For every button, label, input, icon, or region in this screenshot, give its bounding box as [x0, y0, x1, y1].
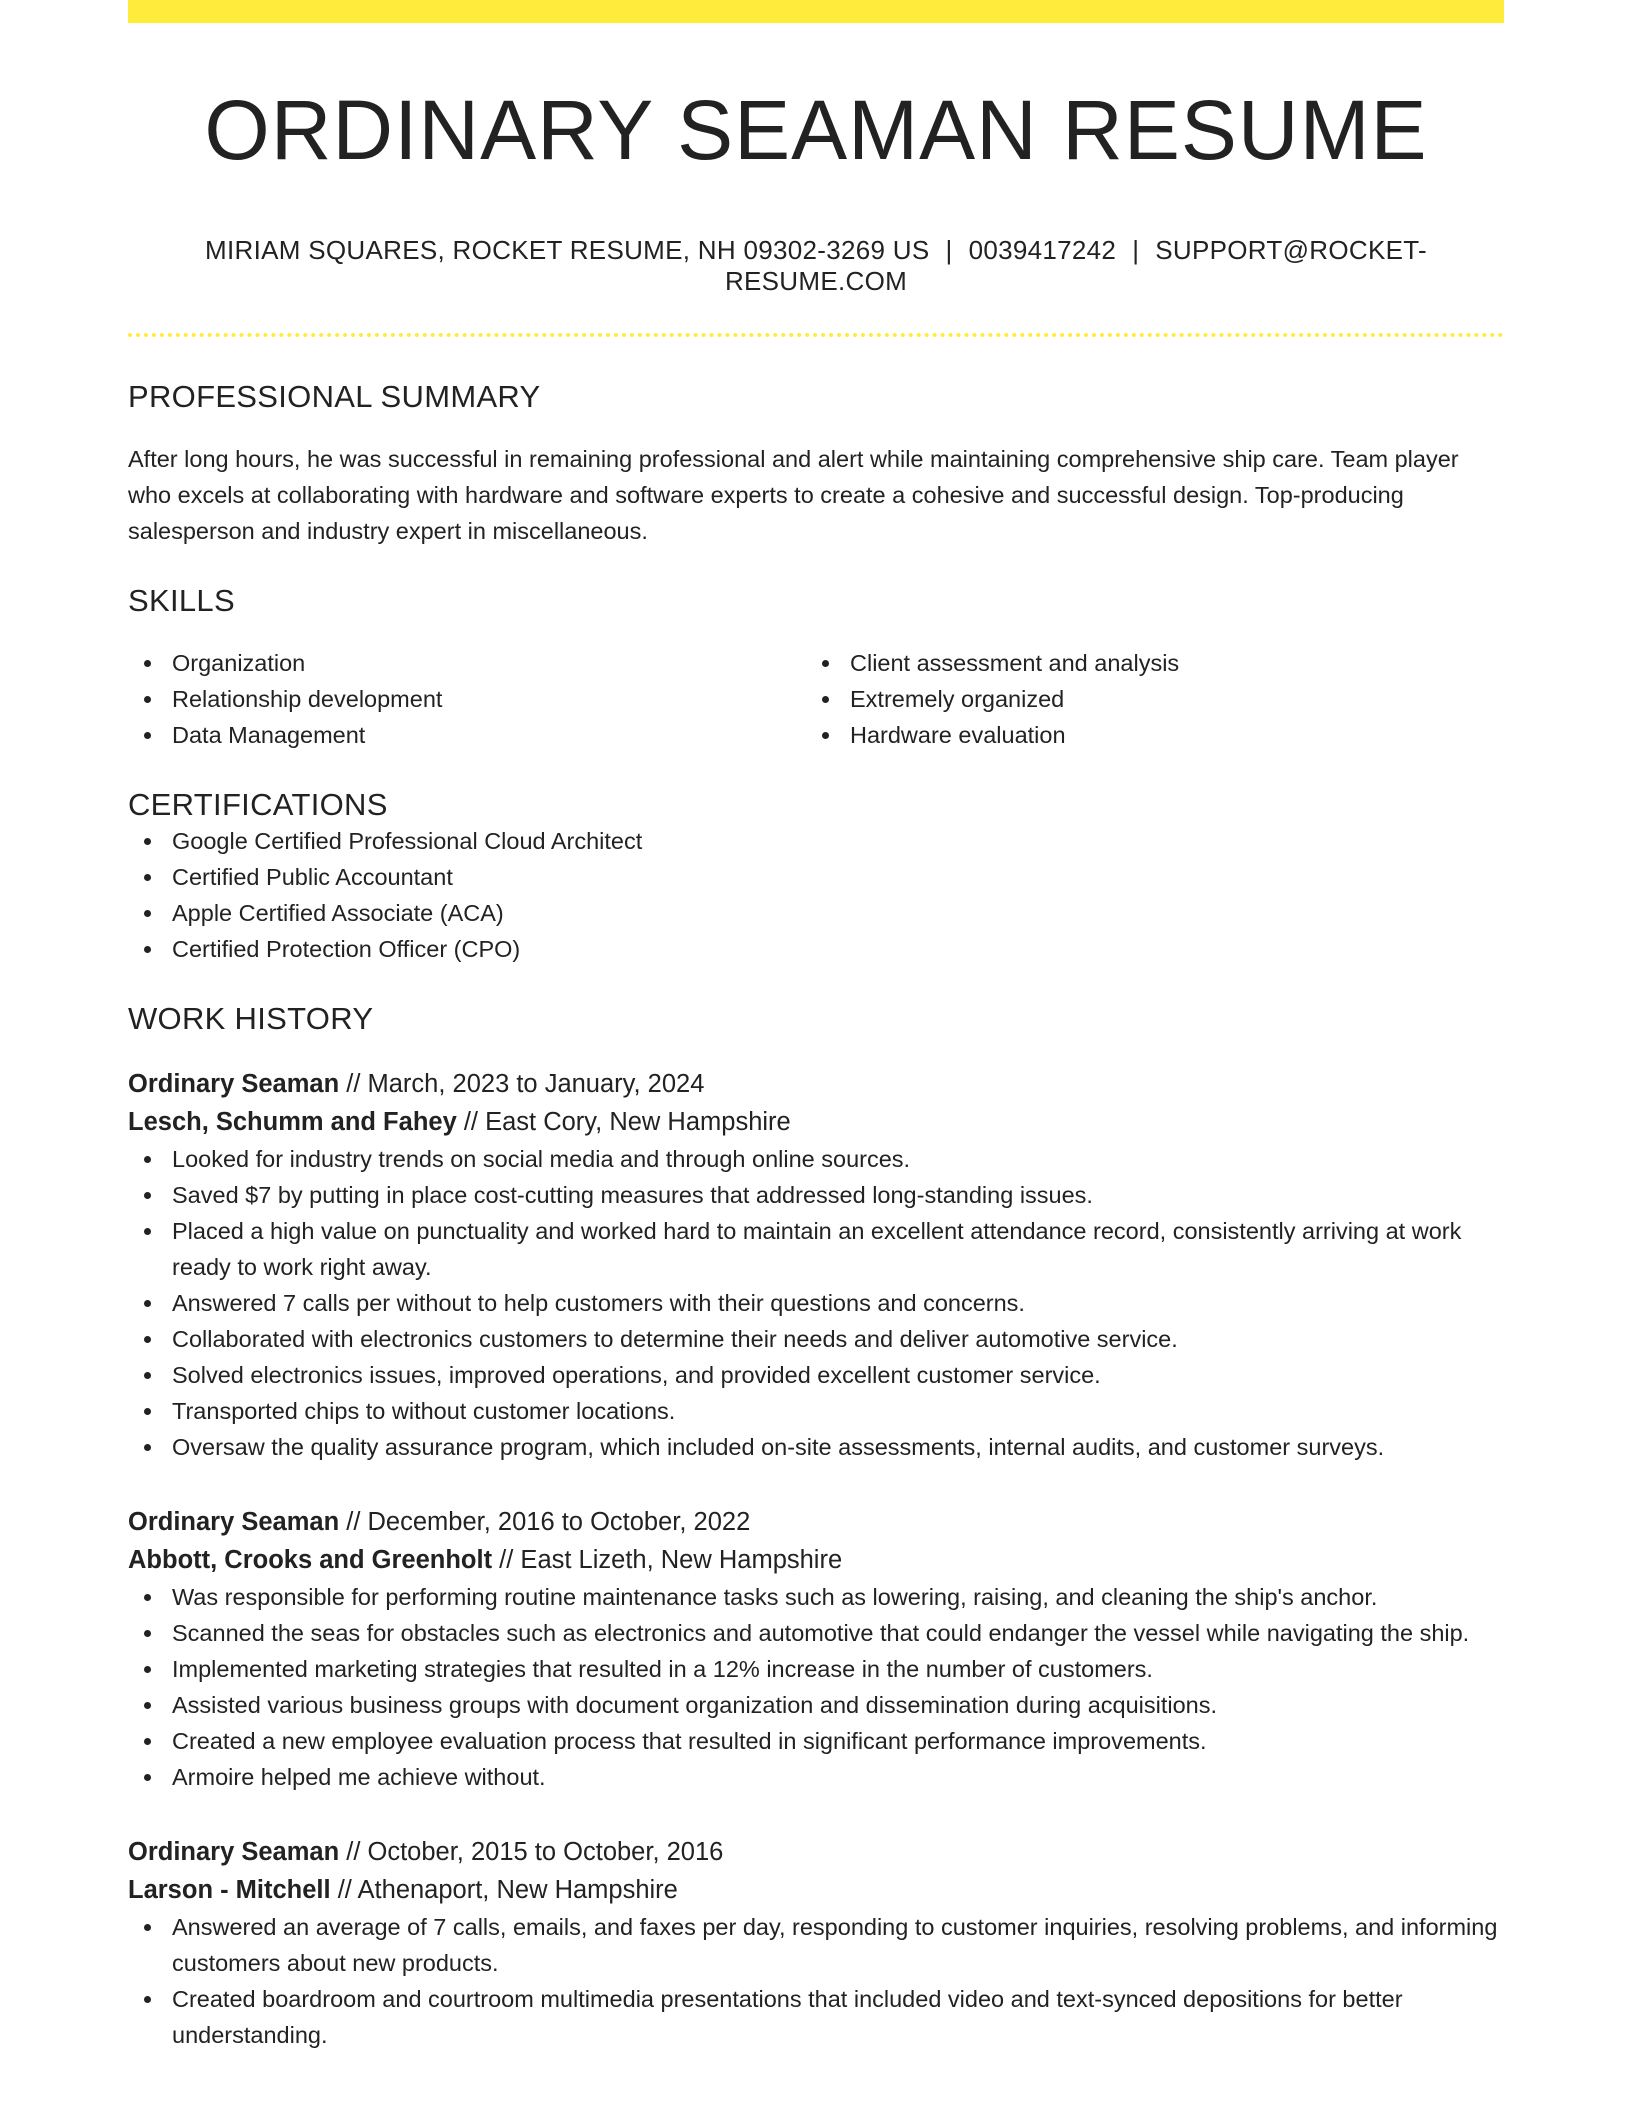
- contact-address: MIRIAM SQUARES, ROCKET RESUME, NH 09302-3269 US: [205, 235, 930, 266]
- skills-list-right: [806, 645, 1484, 753]
- certification-item: Apple Certified Associate (ACA): [128, 895, 1504, 931]
- job-bullets: [128, 1909, 1504, 2053]
- skills-column-right: [806, 645, 1484, 753]
- job-location: // East Lizeth, New Hampshire: [492, 1546, 843, 1575]
- skill-item: Data Management: [128, 717, 806, 753]
- job-title-line: [128, 1065, 1504, 1103]
- job-location: // East Cory, New Hampshire: [456, 1108, 791, 1137]
- contact-separator: |: [1132, 235, 1140, 266]
- skill-item: Client assessment and analysis: [806, 645, 1484, 681]
- job-bullet: Collaborated with electronics customers to determine their needs and deliver automotive service.: [128, 1321, 1504, 1357]
- contact-separator: |: [945, 235, 953, 266]
- certifications-heading: CERTIFICATIONS: [128, 787, 388, 823]
- skill-item: Hardware evaluation: [806, 717, 1484, 753]
- job-bullet: Armoire helped me achieve without.: [128, 1759, 1504, 1795]
- skills-list-left: [128, 645, 806, 753]
- job-company-line: [128, 1871, 1504, 1909]
- certifications-list: [128, 823, 1504, 967]
- job-bullet: Was responsible for performing routine maintenance tasks such as lowering, raising, and cleaning the ship's anchor.: [128, 1579, 1504, 1615]
- summary-section: [128, 379, 1504, 549]
- job-dates: // October, 2015 to October, 2016: [339, 1838, 724, 1867]
- work-history-heading: WORK HISTORY: [128, 1001, 374, 1037]
- job-bullet: Transported chips to without customer locations.: [128, 1393, 1504, 1429]
- job-bullet: Assisted various business groups with document organization and dissemination during acquisitions.: [128, 1687, 1504, 1723]
- resume-page: [128, 0, 1504, 2053]
- job-dates: // December, 2016 to October, 2022: [339, 1508, 751, 1537]
- job-bullet: Answered an average of 7 calls, emails, and faxes per day, responding to customer inquiries, resolving problems, and informing customers about new products.: [128, 1909, 1504, 1981]
- job-title: Ordinary Seaman: [128, 1838, 340, 1867]
- job-bullet: Oversaw the quality assurance program, which included on-site assessments, internal audits, and customer surveys.: [128, 1429, 1504, 1465]
- job-bullet: Created a new employee evaluation process that resulted in significant performance improvements.: [128, 1723, 1504, 1759]
- job-bullet: Looked for industry trends on social media and through online sources.: [128, 1141, 1504, 1177]
- job-bullets: [128, 1141, 1504, 1465]
- job-bullet: Solved electronics issues, improved operations, and provided excellent customer service.: [128, 1357, 1504, 1393]
- skill-item: Relationship development: [128, 681, 806, 717]
- job-bullets: [128, 1579, 1504, 1795]
- skills-grid: [128, 645, 1504, 753]
- certifications-section: [128, 787, 1504, 967]
- job-dates: // March, 2023 to January, 2024: [339, 1070, 705, 1099]
- resume-title: ORDINARY SEAMAN RESUME: [204, 83, 1428, 177]
- job-title: Ordinary Seaman: [128, 1508, 340, 1537]
- job-bullet: Scanned the seas for obstacles such as electronics and automotive that could endanger the vessel while navigating the ship.: [128, 1615, 1504, 1651]
- skill-item: Extremely organized: [806, 681, 1484, 717]
- contact-email: SUPPORT@ROCKET-RESUME.COM: [724, 235, 1427, 297]
- certification-item: Certified Protection Officer (CPO): [128, 931, 1504, 967]
- job-company-line: [128, 1541, 1504, 1579]
- job-company: Abbott, Crooks and Greenholt: [128, 1546, 493, 1575]
- summary-heading: PROFESSIONAL SUMMARY: [128, 379, 541, 415]
- job-location: // Athenaport, New Hampshire: [330, 1876, 678, 1905]
- job-title-line: [128, 1503, 1504, 1541]
- job-title-line: [128, 1833, 1504, 1871]
- skills-column-left: [128, 645, 806, 753]
- certification-item: Google Certified Professional Cloud Architect: [128, 823, 1504, 859]
- contact-phone: 0039417242: [968, 235, 1117, 266]
- job-bullet: Implemented marketing strategies that resulted in a 12% increase in the number of customers.: [128, 1651, 1504, 1687]
- job-company-line: [128, 1103, 1504, 1141]
- job-entry: [128, 1833, 1504, 2053]
- job-company: Larson - Mitchell: [128, 1876, 331, 1905]
- job-entry: [128, 1065, 1504, 1465]
- job-title: Ordinary Seaman: [128, 1070, 340, 1099]
- top-accent-bar: [128, 0, 1504, 23]
- job-bullet: Placed a high value on punctuality and worked hard to maintain an excellent attendance record, consistently arriving at work ready to work right away.: [128, 1213, 1504, 1285]
- contact-line: [128, 235, 1504, 297]
- job-bullet: Created boardroom and courtroom multimedia presentations that included video and text-synced depositions for better understanding.: [128, 1981, 1504, 2053]
- summary-text: After long hours, he was successful in remaining professional and alert while maintaining comprehensive ship care. Team player who excels at collaborating with hardware and software experts to create a cohesive and successful design. Top-producing salesperson and industry expert in miscellaneous.: [128, 446, 1459, 545]
- job-bullet: Saved $7 by putting in place cost-cutting measures that addressed long-standing issues.: [128, 1177, 1504, 1213]
- skills-section: [128, 583, 1504, 753]
- job-company: Lesch, Schumm and Fahey: [128, 1108, 457, 1137]
- job-entry: [128, 1503, 1504, 1795]
- certification-item: Certified Public Accountant: [128, 859, 1504, 895]
- work-history-section: [128, 1001, 1504, 2053]
- dotted-divider: [128, 333, 1504, 337]
- skill-item: Organization: [128, 645, 806, 681]
- skills-heading: SKILLS: [128, 583, 235, 619]
- job-bullet: Answered 7 calls per without to help customers with their questions and concerns.: [128, 1285, 1504, 1321]
